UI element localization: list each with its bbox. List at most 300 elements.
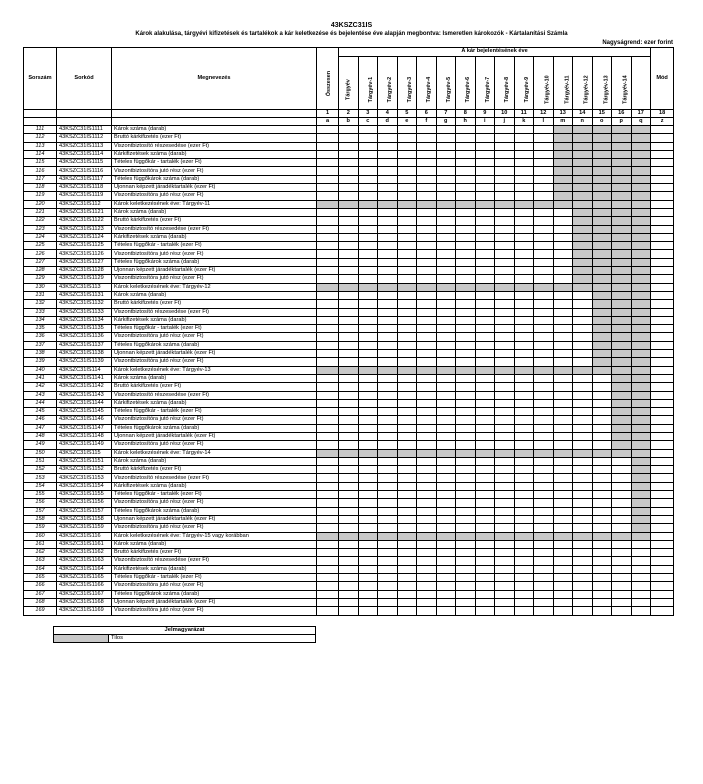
data-cell[interactable] xyxy=(378,366,398,374)
data-cell[interactable] xyxy=(495,316,515,324)
data-cell[interactable] xyxy=(339,524,359,532)
data-cell[interactable] xyxy=(631,250,651,258)
data-cell[interactable] xyxy=(317,607,339,615)
data-cell[interactable] xyxy=(378,491,398,499)
data-cell[interactable] xyxy=(397,424,417,432)
data-cell[interactable] xyxy=(612,184,632,192)
data-cell[interactable] xyxy=(475,565,495,573)
data-cell[interactable] xyxy=(651,341,674,349)
data-cell[interactable] xyxy=(553,250,573,258)
data-cell[interactable] xyxy=(573,565,593,573)
data-cell[interactable] xyxy=(651,233,674,241)
data-cell[interactable] xyxy=(475,250,495,258)
data-cell[interactable] xyxy=(631,208,651,216)
data-cell[interactable] xyxy=(534,598,554,606)
data-cell[interactable] xyxy=(397,491,417,499)
data-cell[interactable] xyxy=(592,300,612,308)
data-cell[interactable] xyxy=(475,491,495,499)
data-cell[interactable] xyxy=(378,557,398,565)
data-cell[interactable] xyxy=(456,432,476,440)
data-cell[interactable] xyxy=(317,416,339,424)
data-cell[interactable] xyxy=(436,590,456,598)
data-cell[interactable] xyxy=(475,499,495,507)
data-cell[interactable] xyxy=(358,424,378,432)
data-cell[interactable] xyxy=(417,590,437,598)
data-cell[interactable] xyxy=(358,598,378,606)
data-cell[interactable] xyxy=(553,391,573,399)
data-cell[interactable] xyxy=(573,242,593,250)
data-cell[interactable] xyxy=(631,441,651,449)
data-cell[interactable] xyxy=(612,150,632,158)
data-cell[interactable] xyxy=(417,449,437,457)
data-cell[interactable] xyxy=(436,598,456,606)
data-cell[interactable] xyxy=(514,449,534,457)
data-cell[interactable] xyxy=(553,441,573,449)
data-cell[interactable] xyxy=(475,333,495,341)
data-cell[interactable] xyxy=(397,524,417,532)
data-cell[interactable] xyxy=(378,457,398,465)
data-cell[interactable] xyxy=(475,283,495,291)
data-cell[interactable] xyxy=(592,565,612,573)
data-cell[interactable] xyxy=(339,457,359,465)
data-cell[interactable] xyxy=(495,267,515,275)
data-cell[interactable] xyxy=(534,200,554,208)
data-cell[interactable] xyxy=(475,532,495,540)
data-cell[interactable] xyxy=(456,159,476,167)
data-cell[interactable] xyxy=(339,316,359,324)
data-cell[interactable] xyxy=(553,275,573,283)
data-cell[interactable] xyxy=(475,507,495,515)
data-cell[interactable] xyxy=(358,341,378,349)
data-cell[interactable] xyxy=(397,242,417,250)
data-cell[interactable] xyxy=(339,574,359,582)
data-cell[interactable] xyxy=(651,358,674,366)
data-cell[interactable] xyxy=(397,341,417,349)
data-cell[interactable] xyxy=(397,142,417,150)
data-cell[interactable] xyxy=(573,424,593,432)
data-cell[interactable] xyxy=(651,449,674,457)
data-cell[interactable] xyxy=(339,358,359,366)
data-cell[interactable] xyxy=(631,540,651,548)
data-cell[interactable] xyxy=(339,466,359,474)
data-cell[interactable] xyxy=(436,159,456,167)
data-cell[interactable] xyxy=(358,192,378,200)
data-cell[interactable] xyxy=(456,491,476,499)
data-cell[interactable] xyxy=(631,590,651,598)
data-cell[interactable] xyxy=(651,184,674,192)
data-cell[interactable] xyxy=(553,325,573,333)
data-cell[interactable] xyxy=(631,275,651,283)
data-cell[interactable] xyxy=(631,607,651,615)
data-cell[interactable] xyxy=(339,200,359,208)
data-cell[interactable] xyxy=(475,482,495,490)
data-cell[interactable] xyxy=(553,350,573,358)
data-cell[interactable] xyxy=(358,283,378,291)
data-cell[interactable] xyxy=(495,540,515,548)
data-cell[interactable] xyxy=(495,449,515,457)
data-cell[interactable] xyxy=(631,167,651,175)
data-cell[interactable] xyxy=(592,466,612,474)
data-cell[interactable] xyxy=(436,233,456,241)
data-cell[interactable] xyxy=(573,267,593,275)
data-cell[interactable] xyxy=(358,267,378,275)
data-cell[interactable] xyxy=(475,341,495,349)
data-cell[interactable] xyxy=(378,150,398,158)
data-cell[interactable] xyxy=(417,482,437,490)
data-cell[interactable] xyxy=(475,607,495,615)
data-cell[interactable] xyxy=(495,507,515,515)
data-cell[interactable] xyxy=(592,590,612,598)
data-cell[interactable] xyxy=(514,350,534,358)
data-cell[interactable] xyxy=(631,565,651,573)
data-cell[interactable] xyxy=(317,383,339,391)
data-cell[interactable] xyxy=(495,350,515,358)
data-cell[interactable] xyxy=(534,532,554,540)
data-cell[interactable] xyxy=(573,175,593,183)
data-cell[interactable] xyxy=(495,134,515,142)
data-cell[interactable] xyxy=(436,391,456,399)
data-cell[interactable] xyxy=(317,350,339,358)
data-cell[interactable] xyxy=(339,250,359,258)
data-cell[interactable] xyxy=(495,208,515,216)
data-cell[interactable] xyxy=(514,291,534,299)
data-cell[interactable] xyxy=(553,557,573,565)
data-cell[interactable] xyxy=(514,316,534,324)
data-cell[interactable] xyxy=(514,283,534,291)
data-cell[interactable] xyxy=(534,607,554,615)
data-cell[interactable] xyxy=(534,574,554,582)
data-cell[interactable] xyxy=(592,515,612,523)
data-cell[interactable] xyxy=(378,184,398,192)
data-cell[interactable] xyxy=(573,408,593,416)
data-cell[interactable] xyxy=(317,291,339,299)
data-cell[interactable] xyxy=(651,408,674,416)
data-cell[interactable] xyxy=(358,175,378,183)
data-cell[interactable] xyxy=(612,175,632,183)
data-cell[interactable] xyxy=(397,267,417,275)
data-cell[interactable] xyxy=(631,341,651,349)
data-cell[interactable] xyxy=(612,482,632,490)
data-cell[interactable] xyxy=(553,167,573,175)
data-cell[interactable] xyxy=(514,275,534,283)
data-cell[interactable] xyxy=(317,142,339,150)
data-cell[interactable] xyxy=(573,441,593,449)
data-cell[interactable] xyxy=(534,441,554,449)
data-cell[interactable] xyxy=(317,308,339,316)
data-cell[interactable] xyxy=(534,515,554,523)
data-cell[interactable] xyxy=(612,308,632,316)
data-cell[interactable] xyxy=(436,474,456,482)
data-cell[interactable] xyxy=(436,399,456,407)
data-cell[interactable] xyxy=(436,565,456,573)
data-cell[interactable] xyxy=(651,175,674,183)
data-cell[interactable] xyxy=(456,408,476,416)
data-cell[interactable] xyxy=(358,242,378,250)
data-cell[interactable] xyxy=(573,549,593,557)
data-cell[interactable] xyxy=(436,208,456,216)
data-cell[interactable] xyxy=(317,192,339,200)
data-cell[interactable] xyxy=(651,491,674,499)
data-cell[interactable] xyxy=(339,424,359,432)
data-cell[interactable] xyxy=(475,358,495,366)
data-cell[interactable] xyxy=(534,399,554,407)
data-cell[interactable] xyxy=(397,192,417,200)
data-cell[interactable] xyxy=(397,383,417,391)
data-cell[interactable] xyxy=(397,532,417,540)
data-cell[interactable] xyxy=(397,399,417,407)
data-cell[interactable] xyxy=(592,192,612,200)
data-cell[interactable] xyxy=(612,126,632,134)
data-cell[interactable] xyxy=(456,549,476,557)
data-cell[interactable] xyxy=(317,225,339,233)
data-cell[interactable] xyxy=(417,524,437,532)
data-cell[interactable] xyxy=(534,184,554,192)
data-cell[interactable] xyxy=(534,341,554,349)
data-cell[interactable] xyxy=(417,300,437,308)
data-cell[interactable] xyxy=(592,250,612,258)
data-cell[interactable] xyxy=(317,441,339,449)
data-cell[interactable] xyxy=(456,424,476,432)
data-cell[interactable] xyxy=(495,358,515,366)
data-cell[interactable] xyxy=(573,200,593,208)
data-cell[interactable] xyxy=(631,574,651,582)
data-cell[interactable] xyxy=(436,424,456,432)
data-cell[interactable] xyxy=(317,507,339,515)
data-cell[interactable] xyxy=(317,366,339,374)
data-cell[interactable] xyxy=(534,175,554,183)
data-cell[interactable] xyxy=(475,424,495,432)
data-cell[interactable] xyxy=(436,283,456,291)
data-cell[interactable] xyxy=(456,532,476,540)
data-cell[interactable] xyxy=(651,474,674,482)
data-cell[interactable] xyxy=(378,308,398,316)
data-cell[interactable] xyxy=(456,242,476,250)
data-cell[interactable] xyxy=(495,275,515,283)
data-cell[interactable] xyxy=(553,192,573,200)
data-cell[interactable] xyxy=(475,325,495,333)
data-cell[interactable] xyxy=(592,175,612,183)
data-cell[interactable] xyxy=(475,242,495,250)
data-cell[interactable] xyxy=(592,391,612,399)
data-cell[interactable] xyxy=(631,474,651,482)
data-cell[interactable] xyxy=(553,582,573,590)
data-cell[interactable] xyxy=(417,316,437,324)
data-cell[interactable] xyxy=(553,333,573,341)
data-cell[interactable] xyxy=(534,159,554,167)
data-cell[interactable] xyxy=(631,217,651,225)
data-cell[interactable] xyxy=(456,225,476,233)
data-cell[interactable] xyxy=(475,432,495,440)
data-cell[interactable] xyxy=(592,557,612,565)
data-cell[interactable] xyxy=(612,491,632,499)
data-cell[interactable] xyxy=(573,374,593,382)
data-cell[interactable] xyxy=(592,316,612,324)
data-cell[interactable] xyxy=(553,233,573,241)
data-cell[interactable] xyxy=(495,233,515,241)
data-cell[interactable] xyxy=(339,408,359,416)
data-cell[interactable] xyxy=(495,283,515,291)
data-cell[interactable] xyxy=(534,391,554,399)
data-cell[interactable] xyxy=(378,217,398,225)
data-cell[interactable] xyxy=(378,399,398,407)
data-cell[interactable] xyxy=(397,308,417,316)
data-cell[interactable] xyxy=(631,408,651,416)
data-cell[interactable] xyxy=(553,449,573,457)
data-cell[interactable] xyxy=(358,308,378,316)
data-cell[interactable] xyxy=(475,574,495,582)
data-cell[interactable] xyxy=(339,159,359,167)
data-cell[interactable] xyxy=(514,250,534,258)
data-cell[interactable] xyxy=(495,225,515,233)
data-cell[interactable] xyxy=(475,192,495,200)
data-cell[interactable] xyxy=(514,532,534,540)
data-cell[interactable] xyxy=(651,126,674,134)
data-cell[interactable] xyxy=(612,192,632,200)
data-cell[interactable] xyxy=(317,466,339,474)
data-cell[interactable] xyxy=(651,565,674,573)
data-cell[interactable] xyxy=(631,466,651,474)
data-cell[interactable] xyxy=(534,192,554,200)
data-cell[interactable] xyxy=(631,316,651,324)
data-cell[interactable] xyxy=(553,491,573,499)
data-cell[interactable] xyxy=(495,399,515,407)
data-cell[interactable] xyxy=(612,200,632,208)
data-cell[interactable] xyxy=(417,557,437,565)
data-cell[interactable] xyxy=(514,598,534,606)
data-cell[interactable] xyxy=(397,416,417,424)
data-cell[interactable] xyxy=(514,549,534,557)
data-cell[interactable] xyxy=(436,217,456,225)
data-cell[interactable] xyxy=(317,208,339,216)
data-cell[interactable] xyxy=(612,383,632,391)
data-cell[interactable] xyxy=(612,159,632,167)
data-cell[interactable] xyxy=(612,250,632,258)
data-cell[interactable] xyxy=(417,267,437,275)
data-cell[interactable] xyxy=(573,126,593,134)
data-cell[interactable] xyxy=(612,549,632,557)
data-cell[interactable] xyxy=(475,291,495,299)
data-cell[interactable] xyxy=(475,515,495,523)
data-cell[interactable] xyxy=(631,291,651,299)
data-cell[interactable] xyxy=(456,607,476,615)
data-cell[interactable] xyxy=(475,217,495,225)
data-cell[interactable] xyxy=(475,524,495,532)
data-cell[interactable] xyxy=(436,134,456,142)
data-cell[interactable] xyxy=(436,607,456,615)
data-cell[interactable] xyxy=(378,432,398,440)
data-cell[interactable] xyxy=(317,250,339,258)
data-cell[interactable] xyxy=(612,366,632,374)
data-cell[interactable] xyxy=(514,441,534,449)
data-cell[interactable] xyxy=(317,217,339,225)
data-cell[interactable] xyxy=(417,217,437,225)
data-cell[interactable] xyxy=(514,507,534,515)
data-cell[interactable] xyxy=(378,582,398,590)
data-cell[interactable] xyxy=(612,142,632,150)
data-cell[interactable] xyxy=(514,557,534,565)
data-cell[interactable] xyxy=(339,582,359,590)
data-cell[interactable] xyxy=(397,200,417,208)
data-cell[interactable] xyxy=(339,208,359,216)
data-cell[interactable] xyxy=(534,217,554,225)
data-cell[interactable] xyxy=(397,590,417,598)
data-cell[interactable] xyxy=(436,374,456,382)
data-cell[interactable] xyxy=(339,192,359,200)
data-cell[interactable] xyxy=(339,540,359,548)
data-cell[interactable] xyxy=(612,300,632,308)
data-cell[interactable] xyxy=(495,565,515,573)
data-cell[interactable] xyxy=(358,134,378,142)
data-cell[interactable] xyxy=(456,391,476,399)
data-cell[interactable] xyxy=(358,350,378,358)
data-cell[interactable] xyxy=(339,175,359,183)
data-cell[interactable] xyxy=(317,167,339,175)
data-cell[interactable] xyxy=(592,374,612,382)
data-cell[interactable] xyxy=(495,200,515,208)
data-cell[interactable] xyxy=(553,466,573,474)
data-cell[interactable] xyxy=(534,275,554,283)
data-cell[interactable] xyxy=(495,175,515,183)
data-cell[interactable] xyxy=(495,549,515,557)
data-cell[interactable] xyxy=(573,358,593,366)
data-cell[interactable] xyxy=(339,308,359,316)
data-cell[interactable] xyxy=(612,540,632,548)
data-cell[interactable] xyxy=(378,549,398,557)
data-cell[interactable] xyxy=(417,507,437,515)
data-cell[interactable] xyxy=(417,134,437,142)
data-cell[interactable] xyxy=(612,225,632,233)
data-cell[interactable] xyxy=(573,391,593,399)
data-cell[interactable] xyxy=(317,482,339,490)
data-cell[interactable] xyxy=(378,574,398,582)
data-cell[interactable] xyxy=(358,383,378,391)
data-cell[interactable] xyxy=(317,491,339,499)
data-cell[interactable] xyxy=(495,557,515,565)
data-cell[interactable] xyxy=(651,524,674,532)
data-cell[interactable] xyxy=(397,358,417,366)
data-cell[interactable] xyxy=(339,167,359,175)
data-cell[interactable] xyxy=(573,574,593,582)
data-cell[interactable] xyxy=(397,126,417,134)
data-cell[interactable] xyxy=(631,283,651,291)
data-cell[interactable] xyxy=(631,325,651,333)
data-cell[interactable] xyxy=(651,607,674,615)
data-cell[interactable] xyxy=(317,474,339,482)
data-cell[interactable] xyxy=(339,499,359,507)
data-cell[interactable] xyxy=(339,482,359,490)
data-cell[interactable] xyxy=(573,308,593,316)
data-cell[interactable] xyxy=(378,441,398,449)
data-cell[interactable] xyxy=(573,250,593,258)
data-cell[interactable] xyxy=(495,416,515,424)
data-cell[interactable] xyxy=(358,217,378,225)
data-cell[interactable] xyxy=(553,366,573,374)
data-cell[interactable] xyxy=(417,582,437,590)
data-cell[interactable] xyxy=(339,225,359,233)
data-cell[interactable] xyxy=(553,474,573,482)
data-cell[interactable] xyxy=(358,499,378,507)
data-cell[interactable] xyxy=(573,258,593,266)
data-cell[interactable] xyxy=(651,134,674,142)
data-cell[interactable] xyxy=(475,233,495,241)
data-cell[interactable] xyxy=(456,134,476,142)
data-cell[interactable] xyxy=(317,126,339,134)
data-cell[interactable] xyxy=(553,590,573,598)
data-cell[interactable] xyxy=(317,499,339,507)
data-cell[interactable] xyxy=(317,532,339,540)
data-cell[interactable] xyxy=(651,258,674,266)
data-cell[interactable] xyxy=(573,598,593,606)
